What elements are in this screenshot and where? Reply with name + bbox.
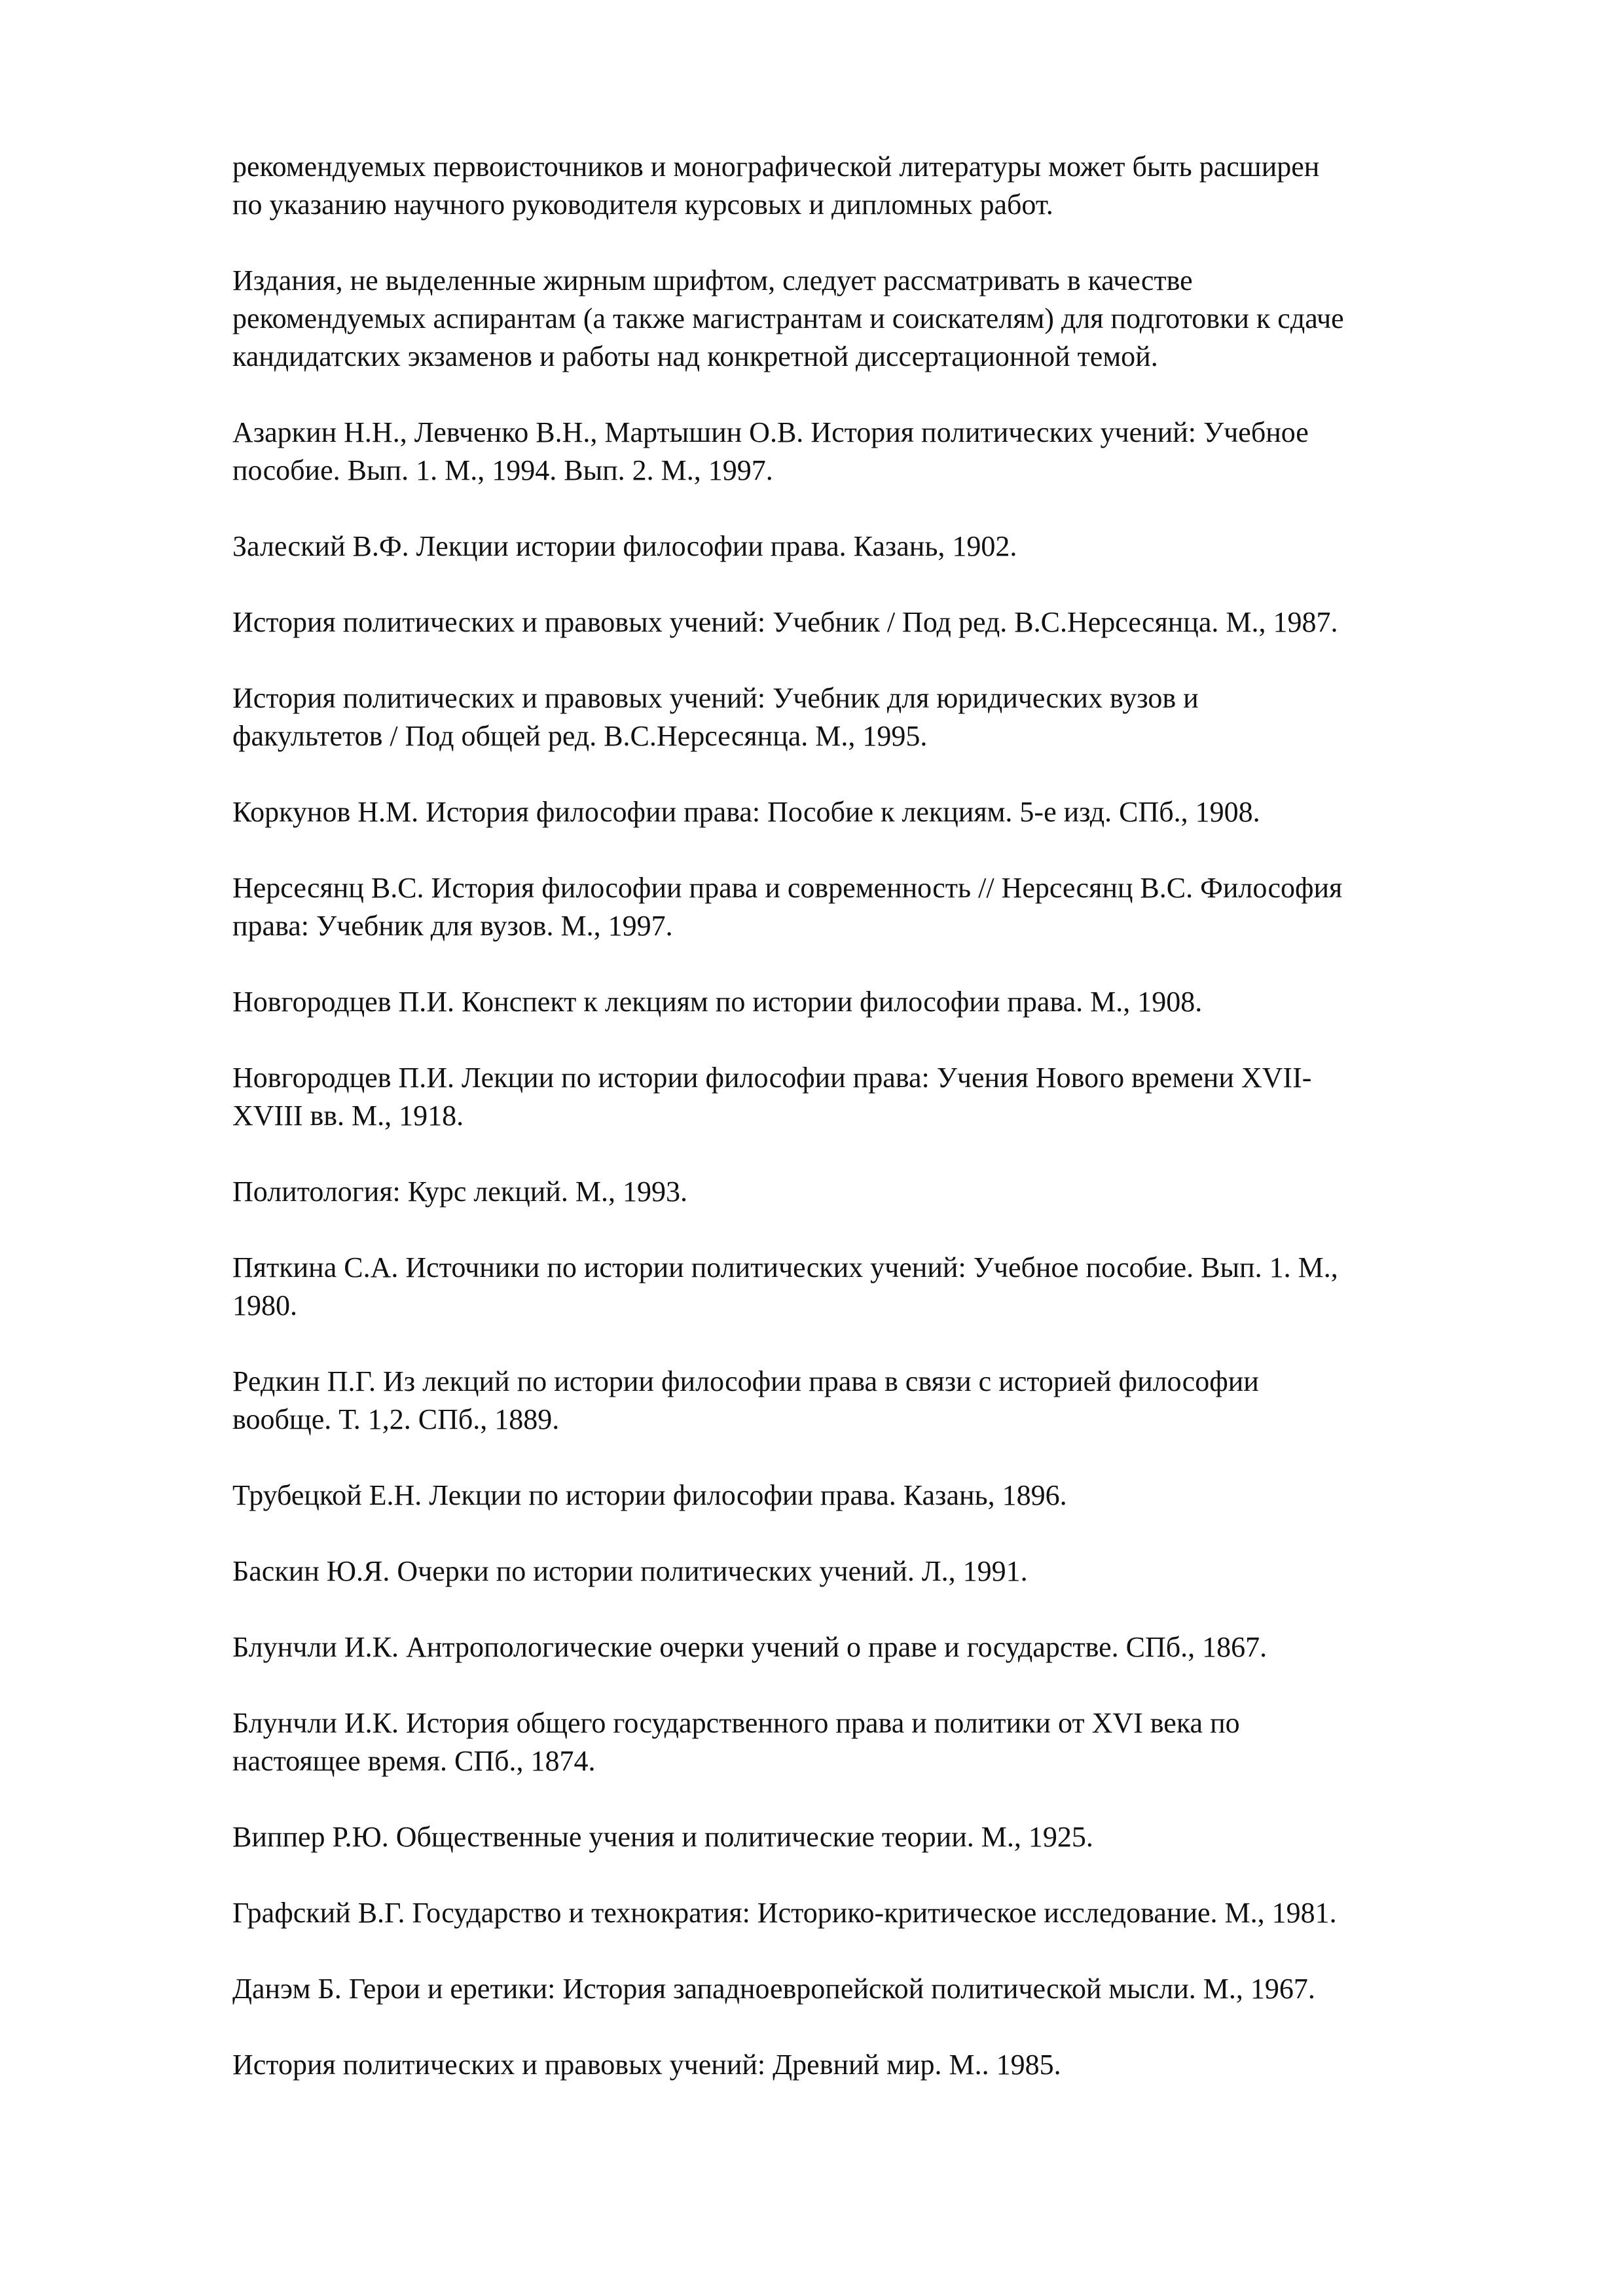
- reference-item: Новгородцев П.И. Лекции по истории философии права: Учения Нового времени XVII- XVIII вв. М., 1918.: [232, 1062, 1312, 1132]
- reference-item: Коркунов Н.М. История философии права: Пособие к лекциям. 5-е изд. СПб., 1908.: [232, 796, 1260, 828]
- reference-item: История политических и правовых учений: Учебник для юридических вузов и факультетов / Под общей ред. В.С.Нерсесянца. М., 1995.: [232, 682, 1199, 752]
- reference-item: Политология: Курс лекций. М., 1993.: [232, 1175, 687, 1208]
- reference-item: Баскин Ю.Я. Очерки по истории политических учений. Л., 1991.: [232, 1555, 1028, 1587]
- reference-item: Нерсесянц В.С. История философии права и современность // Нерсесянц В.С. Философия права: Учебник для вузов. М., 1997.: [232, 872, 1343, 942]
- reference-item: Виппер Р.Ю. Общественные учения и политические теории. М., 1925.: [232, 1821, 1093, 1853]
- reference-item: Залеский В.Ф. Лекции истории философии права. Казань, 1902.: [232, 530, 1017, 562]
- reference-item: Редкин П.Г. Из лекций по истории философии права в связи с историей философии вообще. Т. 1,2. СПб., 1889.: [232, 1365, 1259, 1435]
- intro-paragraph: Издания, не выделенные жирным шрифтом, следует рассматривать в качестве рекомендуемых аспирантам (а также магистрантам и соискателям) для подготовки к сдаче кандидатских экзаменов и работы над конкретной диссертационной темой.: [232, 264, 1344, 372]
- reference-item: История политических и правовых учений: Древний мир. М.. 1985.: [232, 2049, 1061, 2081]
- reference-item: Данэм Б. Герои и еретики: История западноевропейской политической мысли. М., 1967.: [232, 1973, 1315, 2005]
- reference-item: Блунчли И.К. История общего государственного права и политики от XVI века по настоящее время. СПб., 1874.: [232, 1707, 1240, 1777]
- reference-item: Трубецкой Е.Н. Лекции по истории философии права. Казань, 1896.: [232, 1479, 1067, 1511]
- reference-item: История политических и правовых учений: Учебник / Под ред. В.С.Нерсесянца. М., 1987.: [232, 606, 1338, 638]
- intro-paragraph: рекомендуемых первоисточников и монографической литературы может быть расширен по указанию научного руководителя курсовых и дипломных работ.: [232, 151, 1320, 221]
- reference-item: Пяткина С.А. Источники по истории политических учений: Учебное пособие. Вып. 1. М., 1980.: [232, 1251, 1338, 1321]
- reference-item: Графский В.Г. Государство и технократия: Историко-критическое исследование. М., 1981.: [232, 1897, 1337, 1929]
- reference-item: Азаркин Н.Н., Левченко В.Н., Мартышин О.В. История политических учений: Учебное пособие. Вып. 1. М., 1994. Вып. 2. М., 1997.: [232, 416, 1309, 486]
- document-page: [232, 148, 1532, 2084]
- reference-item: Новгородцев П.И. Конспект к лекциям по истории философии права. М., 1908.: [232, 986, 1203, 1018]
- reference-item: Блунчли И.К. Антропологические очерки учений о праве и государстве. СПб., 1867.: [232, 1631, 1267, 1663]
